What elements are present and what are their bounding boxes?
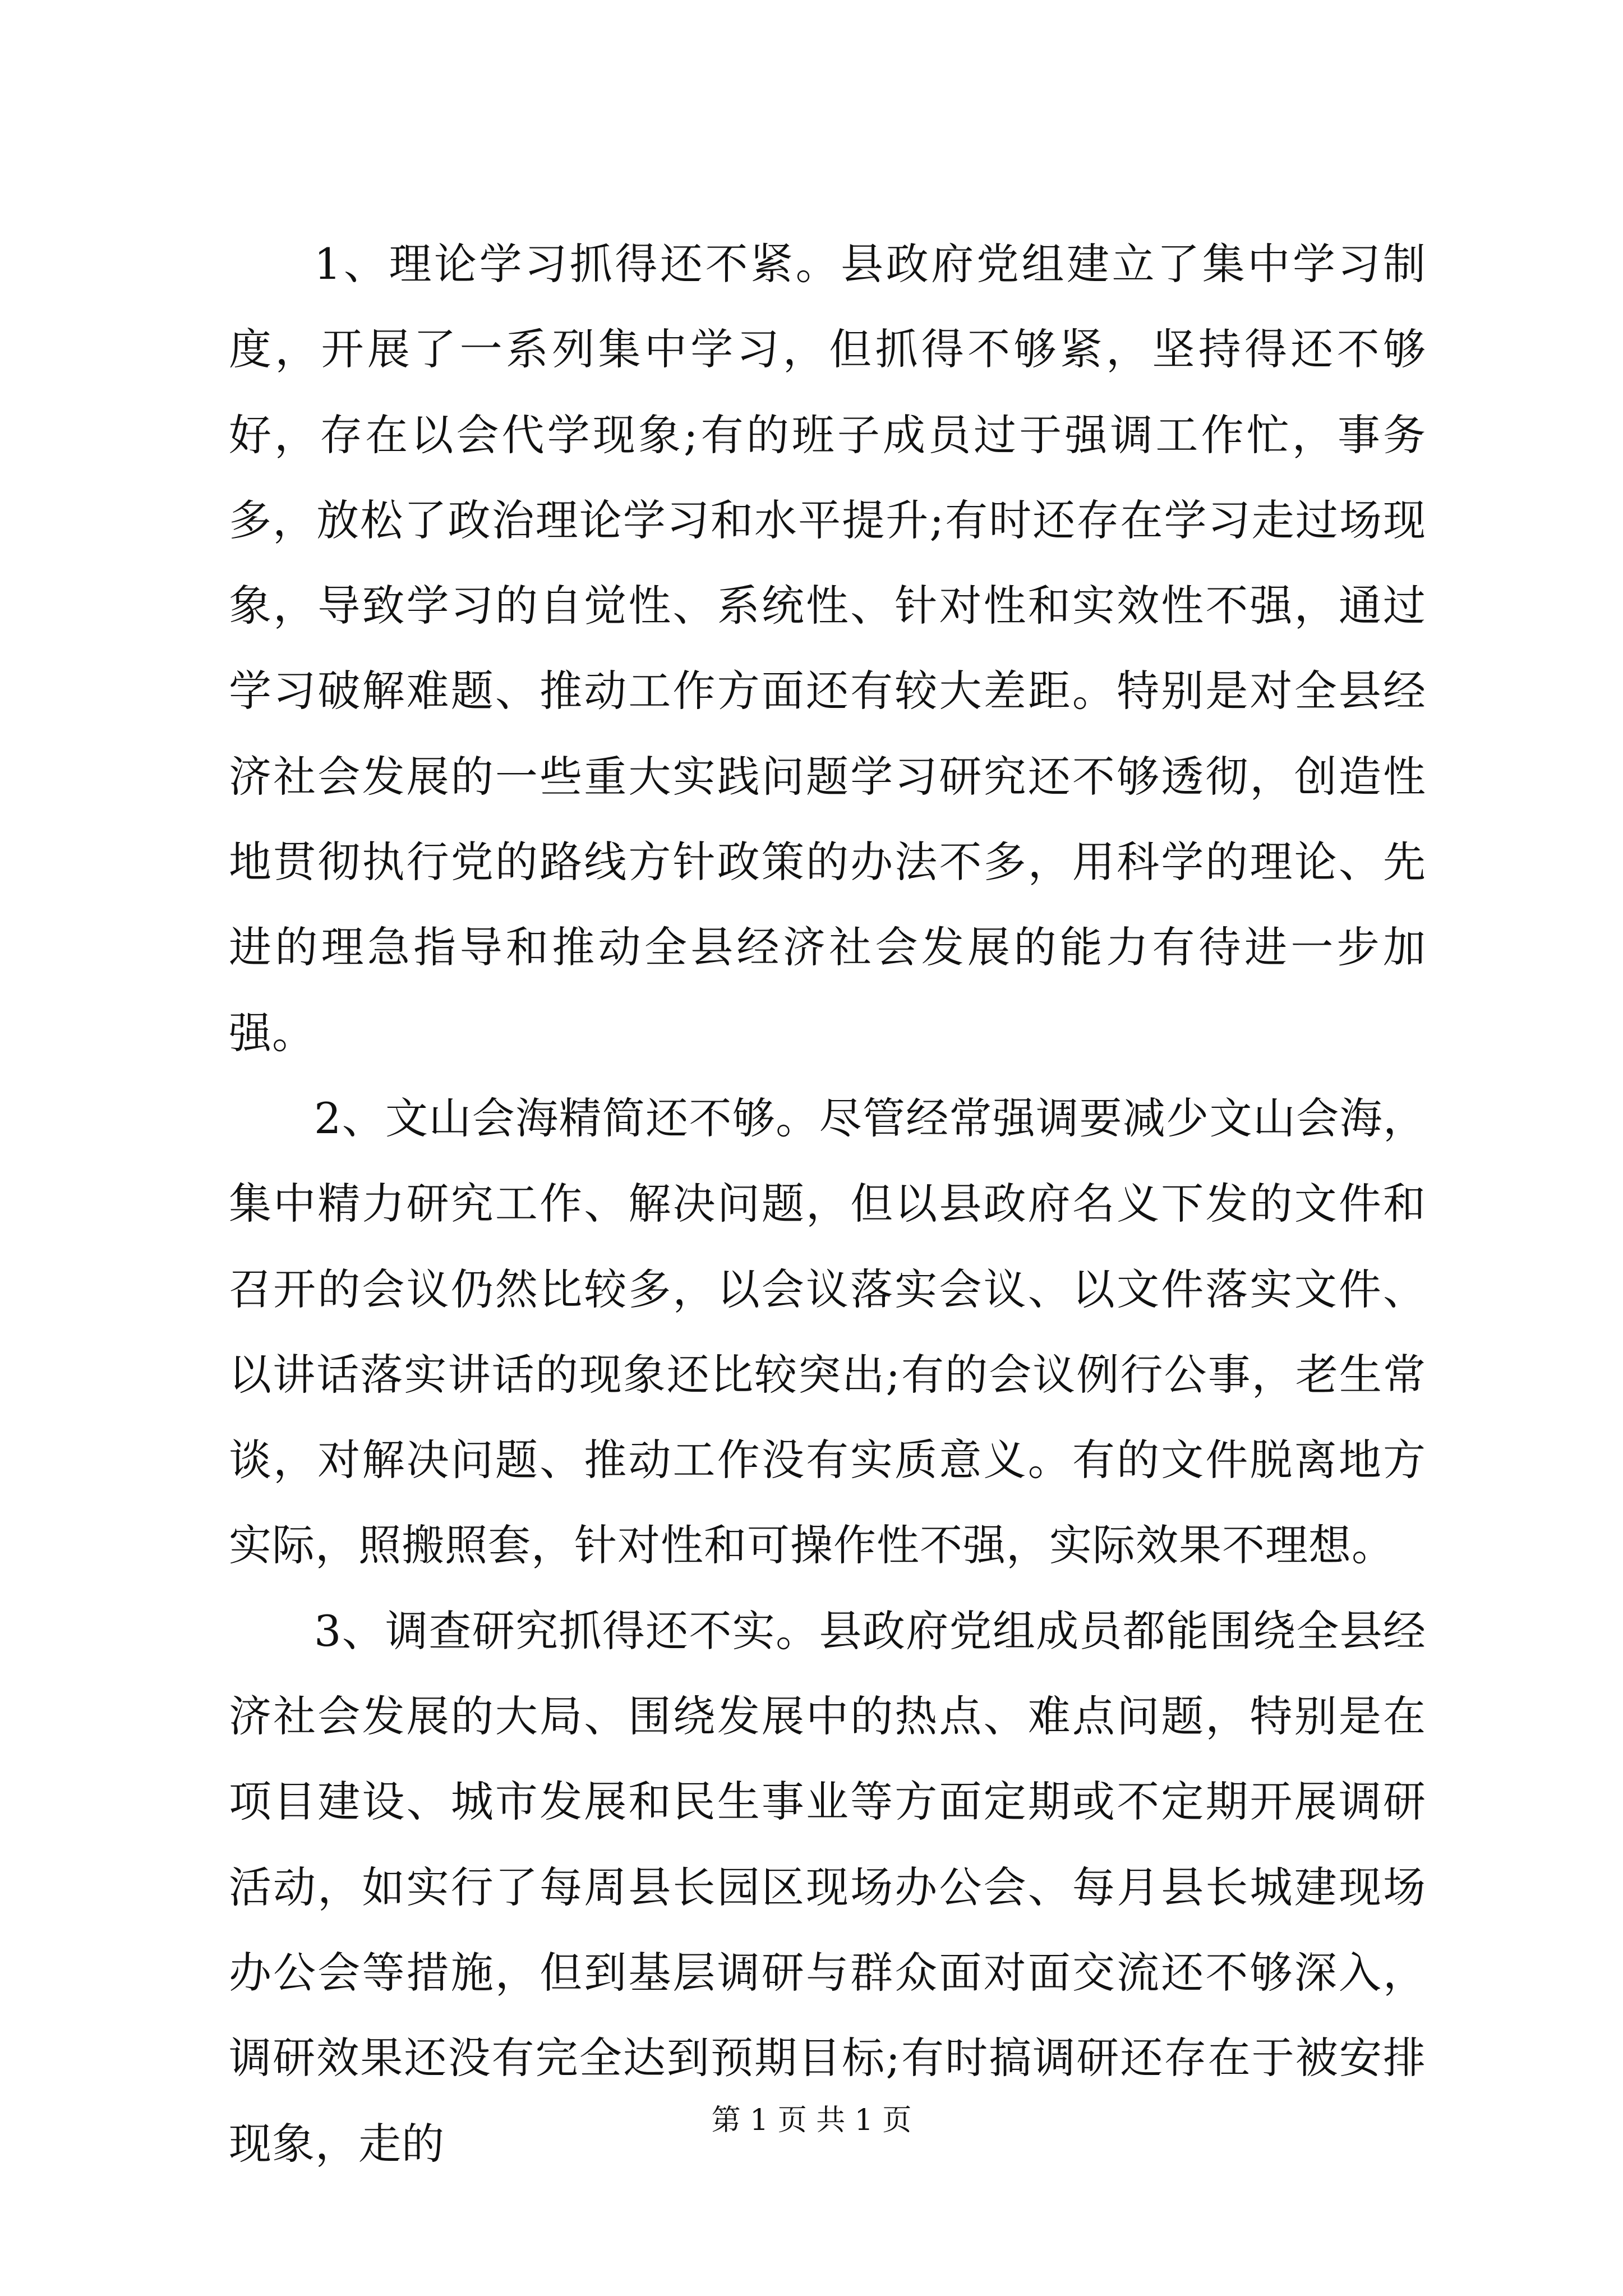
document-body — [229, 222, 1426, 2187]
paragraph-3: 3、调查研究抓得还不实。县政府党组成员都能围绕全县经济社会发展的大局、围绕发展中的热点、难点问题，特别是在项目建设、城市发展和民生事业等方面定期或不定期开展调研活动，如实行了每周县长园区现场办公会、每月县长城建现场办公会等措施，但到基层调研与群众面对面交流还不够深入，调研效果还没有完全达到预期目标;有时搞调研还存在于被安排现象，走的 — [229, 1605, 1426, 2169]
paragraph-2: 2、文山会海精简还不够。尽管经常强调要减少文山会海，集中精力研究工作、解决问题，但以县政府名义下发的文件和召开的会议仍然比较多，以会议落实会议、以文件落实文件、以讲话落实讲话的现象还比较突出;有的会议例行公事，老生常谈，对解决问题、推动工作没有实质意义。有的文件脱离地方实际，照搬照套，针对性和可操作性不强，实际效果不理想。 — [229, 1093, 1426, 1571]
page-footer: 第 1 页 共 1 页 — [711, 2104, 912, 2137]
paragraph-1: 1、理论学习抓得还不紧。县政府党组建立了集中学习制度，开展了一系列集中学习，但抓得不够紧，坚持得还不够好，存在以会代学现象;有的班子成员过于强调工作忙，事务多，放松了政治理论学习和水平提升;有时还存在学习走过场现象，导致学习的自觉性、系统性、针对性和实效性不强，通过学习破解难题、推动工作方面还有较大差距。特别是对全县经济社会发展的一些重大实践问题学习研究还不够透彻，创造性地贯彻执行党的路线方针政策的办法不多，用科学的理论、先进的理急指导和推动全县经济社会发展的能力有待进一步加强。 — [229, 239, 1426, 1058]
